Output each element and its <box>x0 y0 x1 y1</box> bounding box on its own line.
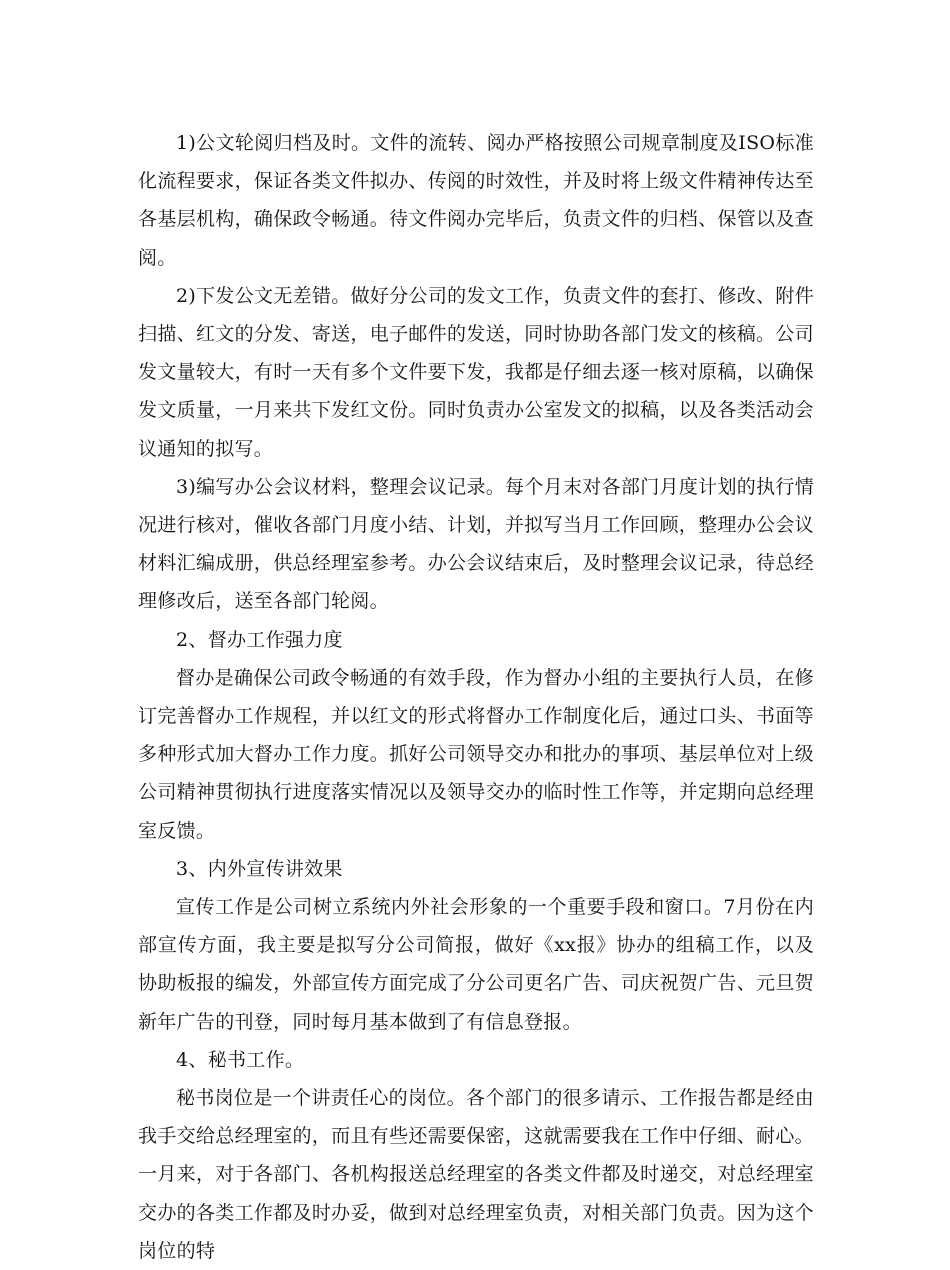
paragraph-supervision: 督办是确保公司政令畅通的有效手段，作为督办小组的主要执行人员，在修订完善督办工作规程，并以红文的形式将督办工作制度化后，通过口头、书面等多种形式加大督办工作力度。抓好公司领导交办和批办的事项、基层单位对上级公司精神贯彻执行进度落实情况以及领导交办的临时性工作等，并定期向总经理室反馈。 <box>138 666 814 842</box>
section-heading-secretary: 4、秘书工作。 <box>176 1048 305 1071</box>
paragraph-archiving: 1)公文轮阅归档及时。文件的流转、阅办严格按照公司规章制度及ISO标准化流程要求，保证各类文件拟办、传阅的时效性，并及时将上级文件精神传达至各基层机构，确保政令畅通。待文件阅办完毕后，负责文件的归档、保管以及查阅。 <box>138 132 814 269</box>
section-heading-supervision: 2、督办工作强力度 <box>176 628 343 651</box>
paragraph-publicity: 宣传工作是公司树立系统内外社会形象的一个重要手段和窗口。7月份在内部宣传方面，我主要是拟写分公司简报，做好《xx报》协办的组稿工作，以及协助板报的编发，外部宣传方面完成了分公司更名广告、司庆祝贺广告、元旦贺新年广告的刊登，同时每月基本做到了有信息登报。 <box>138 896 814 1033</box>
paragraph-secretary: 秘书岗位是一个讲责任心的岗位。各个部门的很多请示、工作报告都是经由我手交给总经理室的，而且有些还需要保密，这就需要我在工作中仔细、耐心。一月来，对于各部门、各机构报送总经理室的各类文件都及时递交，对总经理室交办的各类工作都及时办妥，做到对总经理室负责，对相关部门负责。因为这个岗位的特 <box>138 1087 814 1262</box>
section-heading-publicity: 3、内外宣传讲效果 <box>176 857 343 880</box>
document-body <box>138 124 814 1270</box>
paragraph-issuing-documents: 2)下发公文无差错。做好分公司的发文工作，负责文件的套打、修改、附件扫描、红文的分发、寄送，电子邮件的发送，同时协助各部门发文的核稿。公司发文量较大，有时一天有多个文件要下发，我都是仔细去逐一核对原稿，以确保发文质量，一月来共下发红文份。同时负责办公室发文的拟稿，以及各类活动会议通知的拟写。 <box>138 284 814 460</box>
paragraph-meeting-materials: 3)编写办公会议材料，整理会议记录。每个月末对各部门月度计划的执行情况进行核对，催收各部门月度小结、计划，并拟写当月工作回顾，整理办公会议材料汇编成册，供总经理室参考。办公会议结束后，及时整理会议记录，待总经理修改后，送至各部门轮阅。 <box>138 475 814 613</box>
